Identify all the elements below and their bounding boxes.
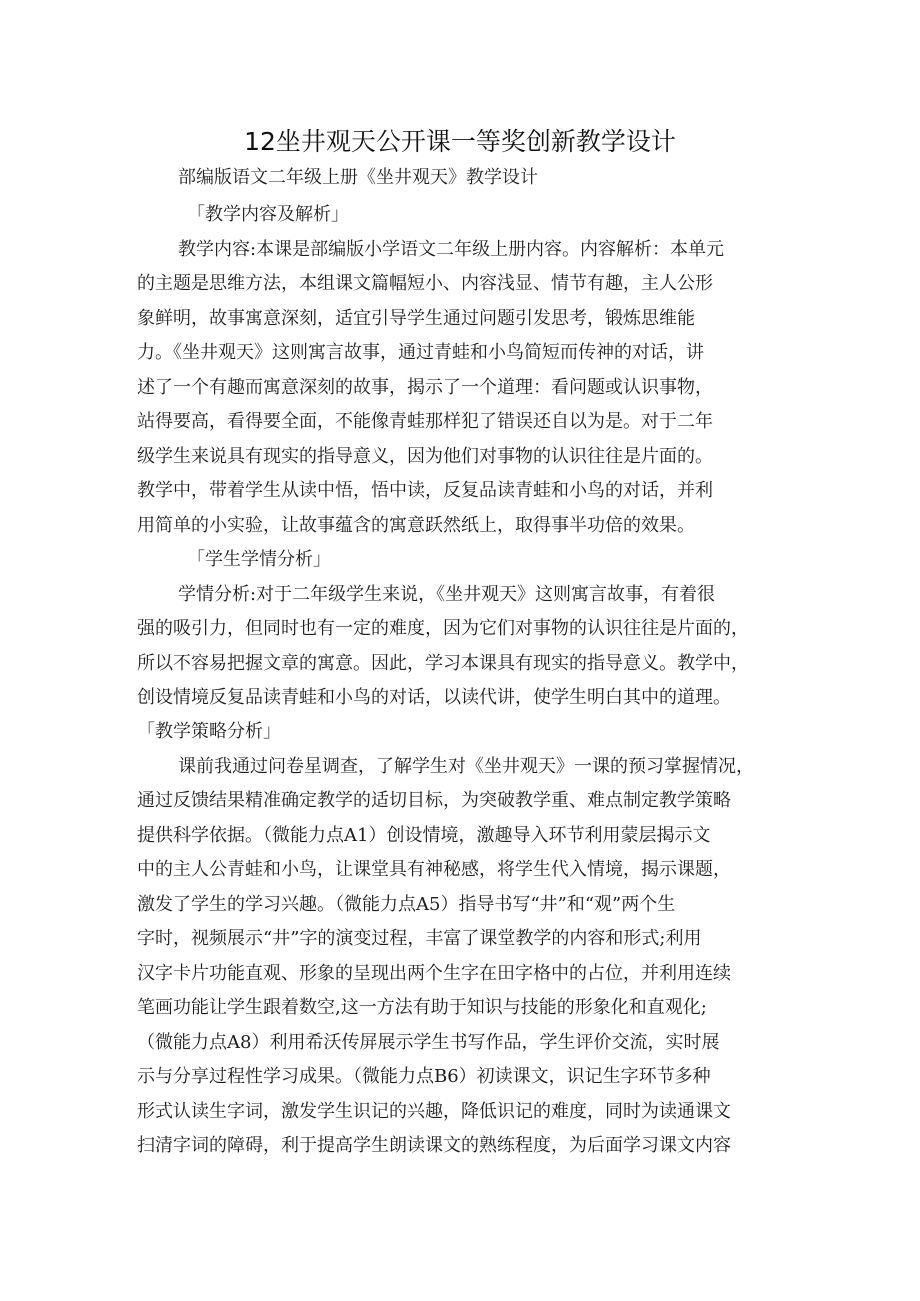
paragraph-line: 激发了学生的学习兴趣。（微能力点A5）指导书写“井”和“观”两个生 — [137, 894, 676, 915]
paragraph-line: 扫清字词的障碍，利于提高学生朗读课文的熟练程度，为后面学习课文内容 — [137, 1135, 731, 1156]
document-title: 12坐井观天公开课一等奖创新教学设计 — [244, 127, 676, 156]
paragraph-line: 述了一个有趣而寓意深刻的故事，揭示了一个道理：看问题或认识事物， — [137, 377, 713, 398]
paragraph-line: （微能力点A8）利用希沃传屏展示学生书写作品，学生评价交流，实时展 — [137, 1032, 720, 1053]
paragraph-line: 强的吸引力，但同时也有一定的难度，因为它们对事物的认识往往是片面的， — [137, 618, 749, 639]
paragraph-line: 站得要高，看得要全面，不能像青蛙那样犯了错误还自以为是。对于二年 — [137, 411, 713, 432]
paragraph-line: 形式认读生字词，激发学生识记的兴趣，降低识记的难度，同时为读通课文 — [137, 1101, 731, 1122]
paragraph-line: 级学生来说具有现实的指导意义，因为他们对事物的认识往往是片面的。 — [137, 446, 713, 467]
paragraph-line: 笔画功能让学生跟着数空,这一方法有助于知识与技能的形象化和直观化; — [137, 997, 707, 1018]
section-heading-strategy-analysis: 「教学策略分析」 — [137, 721, 281, 742]
paragraph-line: 提供科学依据。（微能力点A1）创设情境，激趣导入环节利用蒙层揭示文 — [137, 825, 711, 846]
paragraph-line: 用简单的小实验，让故事蕴含的寓意跃然纸上，取得事半功倍的效果。 — [137, 515, 695, 536]
section-heading-student-analysis: 「学生学情分析」 — [187, 549, 331, 570]
paragraph-line: 所以不容易把握文章的寓意。因此，学习本课具有现实的指导意义。教学中， — [137, 653, 749, 674]
paragraph-line: 的主题是思维方法，本组课文篇幅短小、内容浅显、情节有趣，主人公形 — [137, 273, 713, 294]
paragraph-line: 字时，视频展示“井”字的演变过程，丰富了课堂教学的内容和形式;利用 — [137, 928, 702, 949]
paragraph-line: 课前我通过问卷星调查，了解学生对《坐井观天》一课的预习掌握情况， — [178, 756, 754, 777]
document-subtitle: 部编版语文二年级上册《坐井观天》教学设计 — [178, 167, 538, 188]
paragraph-line: 教学中，带着学生从读中悟，悟中读，反复品读青蛙和小鸟的对话，并利 — [137, 480, 713, 501]
paragraph-line: 中的主人公青蛙和小鸟，让课堂具有神秘感，将学生代入情境，揭示课题， — [137, 859, 731, 880]
paragraph-line: 示与分享过程性学习成果。（微能力点B6）初读课文，识记生字环节多种 — [137, 1066, 711, 1087]
paragraph-line: 力。《坐井观天》这则寓言故事，通过青蛙和小鸟简短而传神的对话，讲 — [137, 342, 704, 363]
paragraph-line: 学情分析:对于二年级学生来说，《坐井观天》这则寓言故事，有着很 — [178, 584, 716, 605]
paragraph-line: 教学内容:本课是部编版小学语文二年级上册内容。内容解析：本单元 — [178, 239, 725, 260]
paragraph-line: 通过反馈结果精准确定教学的适切目标，为突破教学重、难点制定教学策略 — [137, 790, 731, 811]
section-heading-content-analysis: 「教学内容及解析」 — [187, 204, 349, 225]
paragraph-line: 象鲜明，故事寓意深刻，适宜引导学生通过问题引发思考，锻炼思维能 — [137, 308, 695, 329]
paragraph-line: 创设情境反复品读青蛙和小鸟的对话，以读代讲，使学生明白其中的道理。 — [137, 687, 731, 708]
paragraph-line: 汉字卡片功能直观、形象的呈现出两个生字在田字格中的占位，并利用连续 — [137, 963, 731, 984]
